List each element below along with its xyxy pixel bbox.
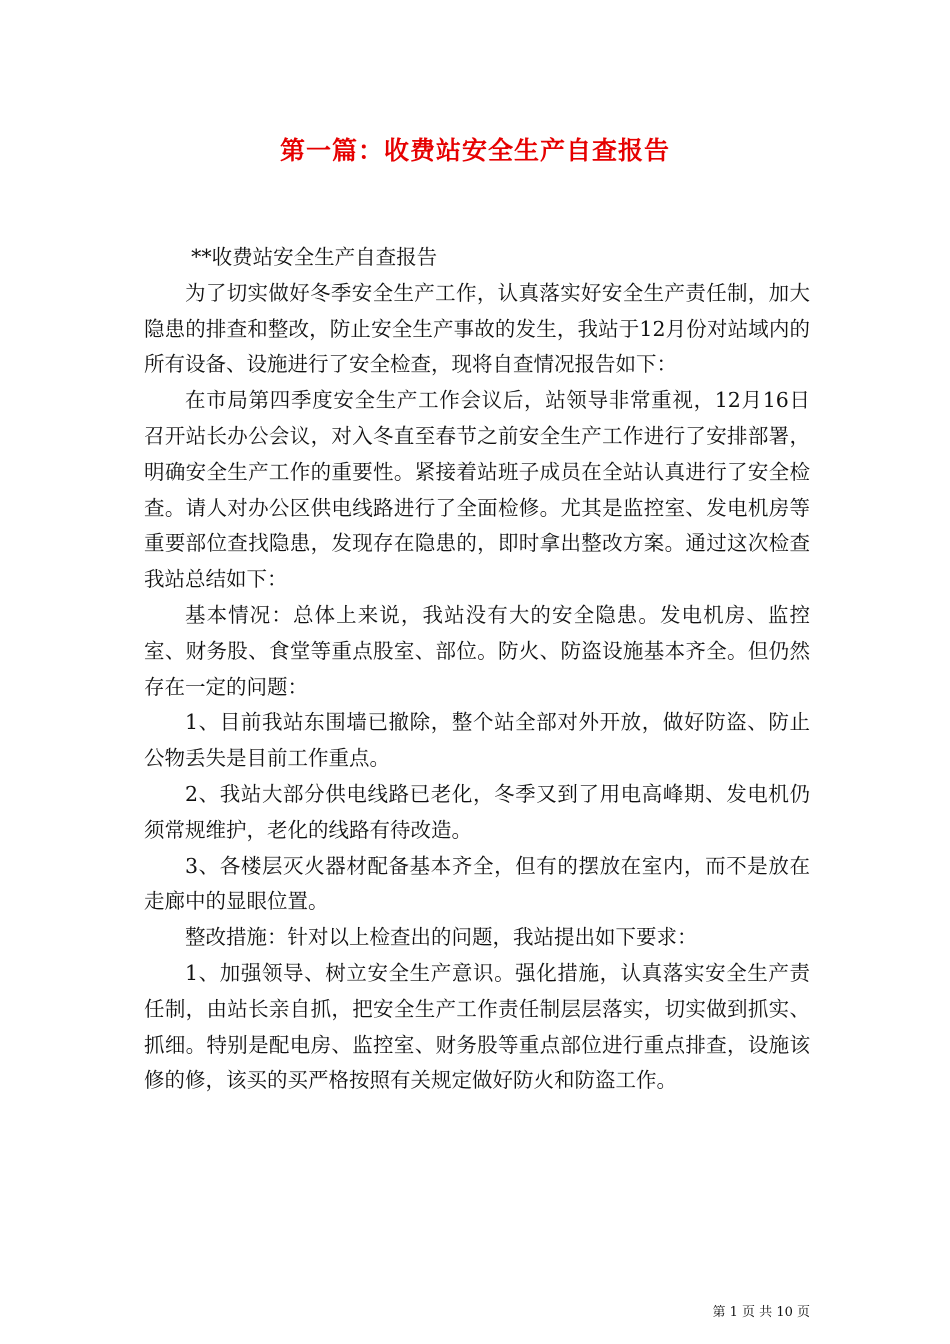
document-body [144,240,810,1099]
report-subtitle: **收费站安全生产自查报告 [191,245,438,269]
document-title: 第一篇：收费站安全生产自查报告 [279,136,670,165]
paragraph-basic-situation: 基本情况：总体上来说，我站没有大的安全隐患。发电机房、监控室、财务股、食堂等重点股室、部位。防火、防盗设施基本齐全。但仍然存在一定的问题： [144,602,810,699]
paragraph-measure-1: 1、加强领导、树立安全生产意识。强化措施，认真落实安全生产责任制，由站长亲自抓，把安全生产工作责任制层层落实，切实做到抓实、抓细。特别是配电房、监控室、财务股等重点部位进行重点排查，设施该修的修，该买的买严格按照有关规定做好防火和防盗工作。 [144,960,810,1093]
paragraph-intro: 为了切实做好冬季安全生产工作，认真落实好安全生产责任制，加大隐患的排查和整改，防止安全生产事故的发生，我站于12月份对站域内的所有设备、设施进行了安全检查，现将自查情况报告如下： [144,280,810,377]
paragraph-issue-3: 3、各楼层灭火器材配备基本齐全，但有的摆放在室内，而不是放在走廊中的显眼位置。 [144,853,810,914]
paragraph-meeting: 在市局第四季度安全生产工作会议后，站领导非常重视，12月16日召开站长办公会议，对入冬直至春节之前安全生产工作进行了安排部署，明确安全生产工作的重要性。紧接着站班子成员在全站认真进行了安全检查。请人对办公区供电线路进行了全面检修。尤其是监控室、发电机房等重要部位查找隐患，发现存在隐患的，即时拿出整改方案。通过这次检查我站总结如下： [144,388,810,592]
paragraph-measures-heading: 整改措施：针对以上检查出的问题，我站提出如下要求： [185,925,698,950]
page-number: 第 1 页 共 10 页 [712,1305,810,1320]
paragraph-issue-1: 1、目前我站东围墙已撤除，整个站全部对外开放，做好防盗、防止公物丢失是目前工作重点。 [144,710,810,771]
paragraph-issue-2: 2、我站大部分供电线路已老化，冬季又到了用电高峰期、发电机仍须常规维护，老化的线路有待改造。 [144,781,810,842]
